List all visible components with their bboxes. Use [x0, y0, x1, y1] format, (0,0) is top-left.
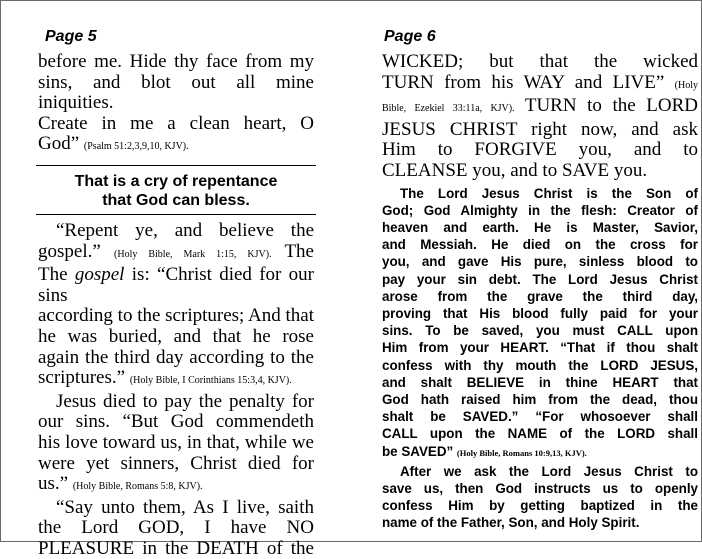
callout-line: that God can bless.: [102, 191, 250, 209]
text-fragment: The: [284, 240, 314, 262]
text-line: [382, 96, 698, 120]
text-line: he was buried, and that he rose: [38, 325, 314, 347]
text-line: before me. Hide thy face from my: [38, 51, 314, 72]
text-line: PLEASURE in the DEATH of the: [38, 537, 314, 559]
text-line: you, and gave His pure, sinless blood to: [382, 254, 698, 270]
text-line: [38, 474, 314, 498]
text-line: sins, and blot out all mine iniquities.: [38, 71, 314, 114]
text-line: were yet sinners, Christ died for: [38, 452, 314, 474]
text-line: CLEANSE you, and to SAVE you.: [382, 159, 648, 181]
text-line: confess with thy mouth the LORD JESUS,: [382, 357, 698, 373]
callout-line: That is a cry of repentance: [74, 172, 278, 190]
text-line: “Say unto them, As I live, saith: [56, 496, 314, 518]
text-line: the Lord GOD, I have NO: [38, 517, 314, 539]
ezekiel-continued-paragraph: [382, 52, 698, 182]
penalty-paragraph: [38, 392, 314, 498]
scripture-citation: (Psalm 51:2,3,9,10, KJV).: [83, 141, 189, 153]
text-line: [38, 265, 314, 306]
text-line: “Repent ye, and believe the: [56, 219, 314, 241]
text-line: sins. To be saved, you must CALL upon: [382, 323, 698, 339]
text-line: Jesus died to pay the penalty for: [56, 390, 314, 412]
text-line: [382, 443, 698, 462]
text-line: proving that His blood fully paid for your: [382, 305, 698, 321]
divider-top: [36, 165, 316, 166]
text-fragment: scriptures.”: [38, 367, 126, 389]
page-number-left: Page 5: [45, 28, 97, 45]
text-fragment: us.”: [38, 473, 69, 495]
text-fragment: The: [38, 264, 75, 286]
text-line: pay your sin debt. The Lord Jesus Christ: [382, 271, 698, 287]
baptism-paragraph: [382, 463, 698, 532]
scripture-citation: (Holy Bible, Mark 1:15, KJV).: [114, 248, 272, 260]
text-line: God; God Almighty in the flesh: Creator of: [382, 202, 698, 218]
text-line: and shalt BELIEVE in thine HEART that: [382, 374, 698, 390]
text-fragment: gospel.”: [38, 240, 101, 262]
text-line: and Messiah. He died on the cross for: [382, 237, 698, 253]
scripture-citation: (Holy Bible, Romans 10:9,13, KJV).: [456, 447, 587, 458]
text-line: After we ask the Lord Jesus Christ to: [400, 463, 698, 479]
text-line: Create in me a clean heart, O: [38, 112, 314, 134]
text-line: shalt be SAVED.” “For whosoever shall: [382, 409, 698, 425]
left-page: [38, 28, 315, 559]
text-line: CALL upon the NAME of the LORD shall: [382, 426, 698, 442]
emphasis-gospel: gospel: [74, 264, 125, 286]
gospel-summary-paragraph: [382, 185, 698, 462]
scripture-citation: (Holy: [674, 79, 698, 91]
page-number-right: Page 6: [384, 28, 436, 45]
text-line: [38, 134, 314, 158]
text-fragment: TURN to the LORD: [524, 95, 699, 117]
ezekiel-paragraph: [38, 498, 314, 559]
text-fragment: God”: [38, 133, 80, 155]
text-line: save us, then God instructs us to openly: [382, 481, 698, 497]
text-line: [38, 242, 314, 266]
text-line: his love toward us, in that, while we: [38, 431, 314, 453]
scripture-citation: (Holy Bible, I Corinthians 15:3,4, KJV).: [129, 375, 292, 387]
text-line: arose from the grave the third day,: [382, 288, 698, 304]
scripture-citation: Bible, Ezekiel 33:11a, KJV).: [382, 103, 515, 115]
text-line: The Lord Jesus Christ is the Son of: [400, 185, 698, 201]
text-line: WICKED; but that the wicked: [382, 51, 698, 72]
text-line: Him to FORGIVE you, and to: [382, 139, 698, 161]
text-line: again the third day according to the: [38, 346, 314, 368]
right-page: [382, 28, 699, 532]
divider-bottom: [36, 214, 316, 215]
text-fragment: be SAVED”: [382, 443, 454, 459]
text-line: name of the Father, Son, and Holy Spirit.: [382, 515, 640, 531]
text-line: [382, 73, 698, 97]
text-line: according to the scriptures; And that: [38, 305, 314, 327]
scripture-citation: (Holy Bible, Romans 5:8, KJV).: [72, 481, 203, 493]
text-line: confess Him by getting baptized in the: [382, 498, 698, 514]
psalm-paragraph: [38, 52, 314, 158]
gospel-paragraph: [38, 221, 314, 392]
text-line: Him from your HEART. “That if thou shalt: [382, 340, 698, 356]
text-line: our sins. “But God commendeth: [38, 411, 314, 433]
text-line: JESUS CHRIST right now, and ask: [382, 118, 698, 140]
text-line: [38, 368, 314, 392]
text-fragment: is: “Christ died for our sins: [38, 264, 315, 306]
callout-box: [38, 172, 314, 210]
text-line: God hath raised him from the dead, thou: [382, 392, 698, 407]
text-fragment: TURN from his WAY and LIVE”: [382, 71, 665, 93]
text-line: heaven and earth. He is Master, Savior,: [382, 219, 698, 235]
